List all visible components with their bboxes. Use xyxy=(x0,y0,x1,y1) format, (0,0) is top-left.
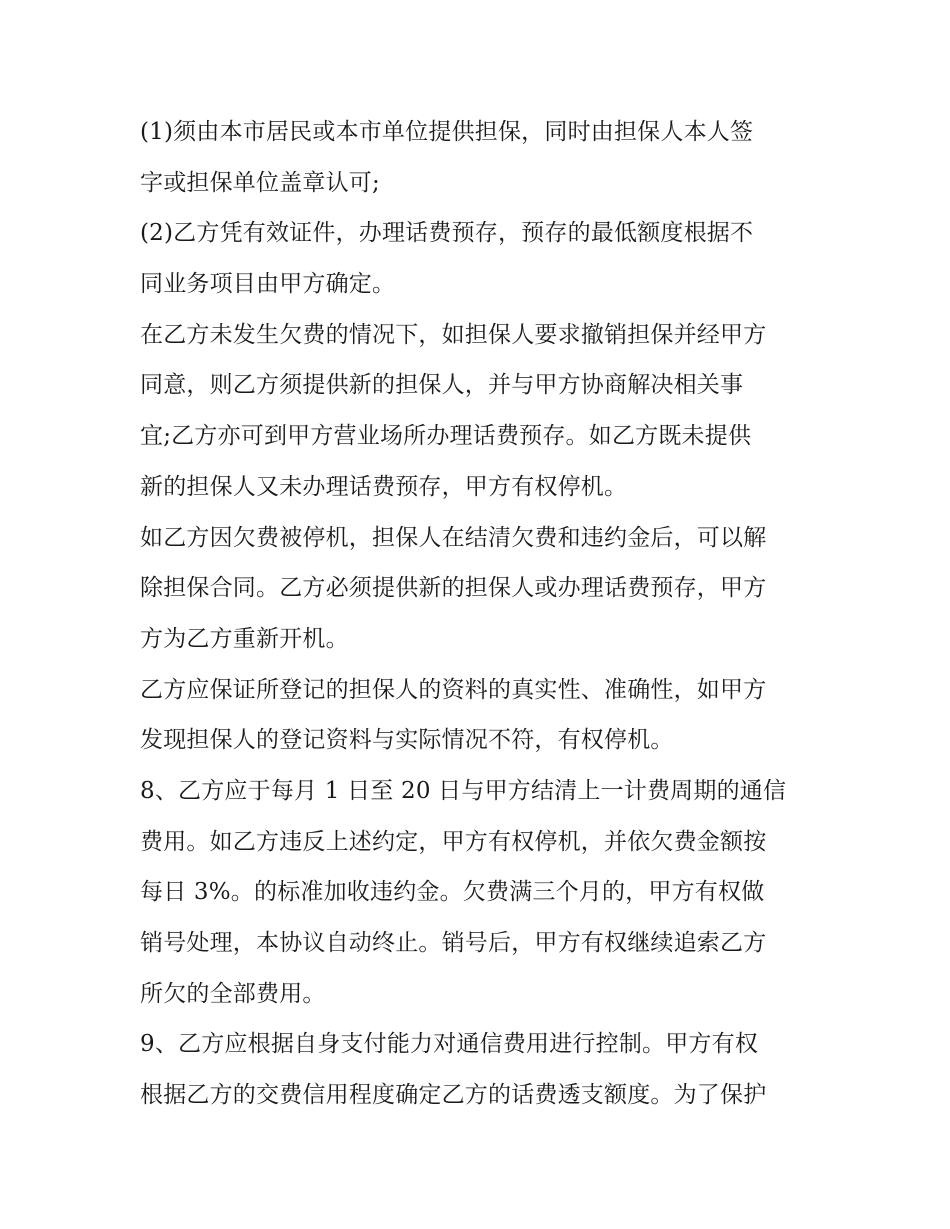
text-line: 同业务项目由甲方确定。 xyxy=(140,271,396,298)
text-line: 销号处理，本协议自动终止。销号后，甲方有权继续追索乙方 xyxy=(140,930,767,956)
text-line: 乙方应保证所登记的担保人的资料的真实性、准确性，如甲方 xyxy=(140,676,767,703)
text-line: 在乙方未发生欠费的情况下，如担保人要求撤销担保并经甲方 xyxy=(140,321,767,348)
text-line: 每日 3%。的标准加收违约金。欠费满三个月的，甲方有权做 xyxy=(140,879,765,906)
text-line: (1)须由本市居民或本市单位提供担保，同时由担保人本人签 xyxy=(140,119,754,145)
text-line: 同意，则乙方须提供新的担保人，并与甲方协商解决相关事 xyxy=(140,372,744,399)
text-line: 宜;乙方亦可到甲方营业场所办理话费预存。如乙方既未提供 xyxy=(140,423,752,450)
text-line: 费用。如乙方违反上述约定，甲方有权停机，并依欠费金额按 xyxy=(140,828,767,855)
text-line: 8、乙方应于每月 1 日至 20 日与甲方结清上一计费周期的通信 xyxy=(140,777,787,804)
text-line: 方为乙方重新开机。 xyxy=(140,625,349,652)
document-body xyxy=(140,107,820,1121)
text-line: (2)乙方凭有效证件，办理话费预存，预存的最低额度根据不 xyxy=(140,220,754,247)
text-line: 字或担保单位盖章认可; xyxy=(140,169,380,196)
text-line: 如乙方因欠费被停机，担保人在结清欠费和违约金后，可以解 xyxy=(140,524,767,551)
text-line: 除担保合同。乙方必须提供新的担保人或办理话费预存，甲方 xyxy=(140,575,767,602)
text-line: 9、乙方应根据自身支付能力对通信费用进行控制。甲方有权 xyxy=(140,1031,759,1058)
text-line: 根据乙方的交费信用程度确定乙方的话费透支额度。为了保护 xyxy=(140,1082,767,1109)
text-line: 发现担保人的登记资料与实际情况不符，有权停机。 xyxy=(140,727,674,754)
text-line: 新的担保人又未办理话费预存，甲方有权停机。 xyxy=(140,473,628,500)
text-line: 所欠的全部费用。 xyxy=(140,980,326,1007)
